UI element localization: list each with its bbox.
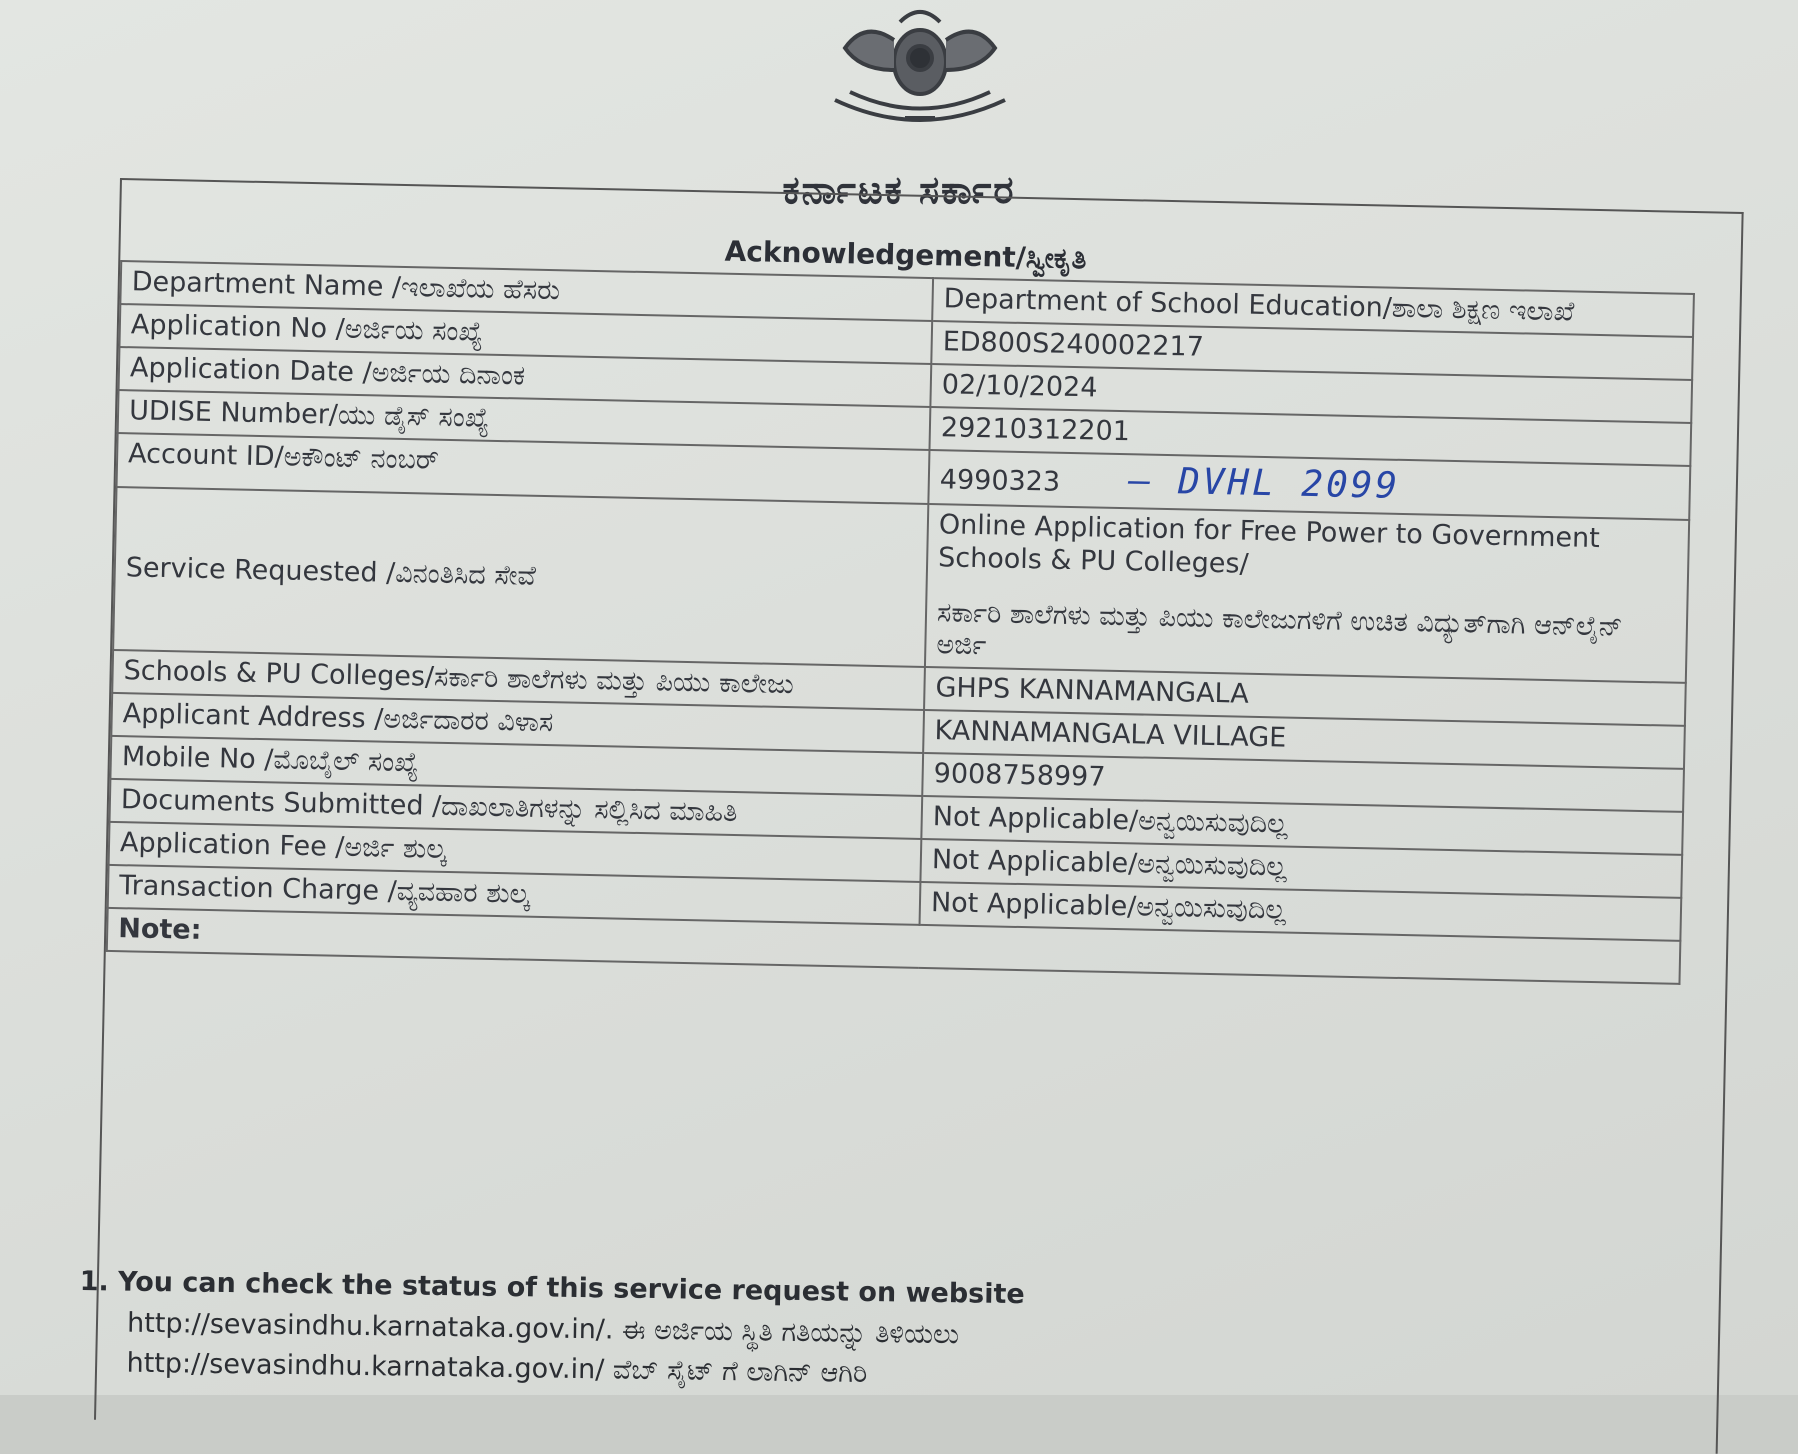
row-value: GHPS KANNAMANGALA — [924, 667, 1686, 726]
government-title: ಕರ್ನಾಟಕ ಸರ್ಕಾರ — [782, 168, 1016, 212]
service-name-english: Online Application for Free Power to Government Schools & PU Colleges/ — [937, 508, 1601, 580]
row-label: Mobile No /ಮೊಬೈಲ್ ಸಂಖ್ಯೆ — [110, 736, 923, 796]
row-value: ED800S240002217 — [931, 321, 1693, 380]
row-value: 29210312201 — [929, 407, 1691, 466]
acknowledgement-table — [106, 260, 1695, 985]
note-line-3[interactable]: http://sevasindhu.karnataka.gov.in/ ವೆಬ್ ಸೈಟ್ ಗೆ ಲಾಗಿನ್ ಆಗಿರಿ — [126, 1347, 868, 1390]
row-label: Documents Submitted /ದಾಖಲಾತಿಗಳನ್ನು ಸಲ್ಲಿಸಿದ ಮಾಹಿತಿ — [110, 779, 923, 839]
row-label: Application No /ಅರ್ಜಿಯ ಸಂಖ್ಯೆ — [119, 304, 932, 364]
row-value: 9008758997 — [922, 753, 1684, 812]
account-id-value: 4990323 — [939, 463, 1061, 498]
note-label: Note: — [107, 908, 1681, 984]
row-value: Department of School Education/ಶಾಲಾ ಶಿಕ್ಷಣ ಇಲಾಖೆ — [932, 278, 1694, 337]
row-value: KANNAMANGALA VILLAGE — [923, 710, 1685, 769]
row-label: Schools & PU Colleges/ಸರ್ಕಾರಿ ಶಾಲೆಗಳು ಮತ್ತು ಪಿಯು ಕಾಲೇಜು — [112, 650, 925, 710]
row-value: Not Applicable/ಅನ್ವಯಿಸುವುದಿಲ್ಲ — [921, 796, 1683, 855]
row-label: Applicant Address /ಅರ್ಜಿದಾರರ ವಿಳಾಸ — [111, 693, 924, 753]
karnataka-emblem-icon — [805, 0, 1035, 150]
row-label: Application Fee /ಅರ್ಜಿ ಶುಲ್ಕ — [109, 822, 922, 882]
notes-section — [78, 1262, 1580, 1404]
row-label: Service Requested /ವಿನಂತಿಸಿದ ಸೇವೆ — [113, 487, 928, 668]
row-label: Application Date /ಅರ್ಜಿಯ ದಿನಾಂಕ — [119, 347, 932, 407]
acknowledgement-heading: Acknowledgement/ಸ್ವೀಕೃತಿ — [724, 234, 1087, 276]
row-label: Account ID/ಅಕೌಂಟ್ ನಂಬರ್ — [117, 433, 930, 504]
note-line-1: 1. You can check the status of this service request on website — [79, 1265, 1025, 1311]
row-value: Not Applicable/ಅನ್ವಯಿಸುವುದಿಲ್ಲ — [920, 839, 1682, 898]
row-label: Transaction Charge /ವ್ಯವಹಾರ ಶುಲ್ಕ — [108, 865, 921, 925]
acknowledgement-frame — [94, 178, 1744, 1454]
row-value: 02/10/2024 — [930, 364, 1692, 423]
row-label: UDISE Number/ಯು ಡೈಸ್ ಸಂಖ್ಯೆ — [118, 390, 931, 450]
row-value: Not Applicable/ಅನ್ವಯಿಸುವುದಿಲ್ಲ — [920, 882, 1682, 941]
note-line-2[interactable]: http://sevasindhu.karnataka.gov.in/. ಈ ಅರ್ಜಿಯ ಸ್ಥಿತಿ ಗತಿಯನ್ನು ತಿಳಿಯಲು — [126, 1307, 960, 1350]
service-name-kannada: ಸರ್ಕಾರಿ ಶಾಲೆಗಳು ಮತ್ತು ಪಿಯು ಕಾಲೇಜುಗಳಿಗೆ ಉಚಿತ ವಿದ್ಯುತ್‌ಗಾಗಿ ಆನ್‌ಲೈನ್ ಅರ್ಜಿ — [936, 596, 1623, 662]
row-label: Department Name /ಇಲಾಖೆಯ ಹೆಸರು — [120, 261, 933, 321]
handwritten-annotation: — DVHL 2099 — [1128, 459, 1401, 507]
table-row — [113, 487, 1689, 684]
row-value — [925, 504, 1689, 684]
